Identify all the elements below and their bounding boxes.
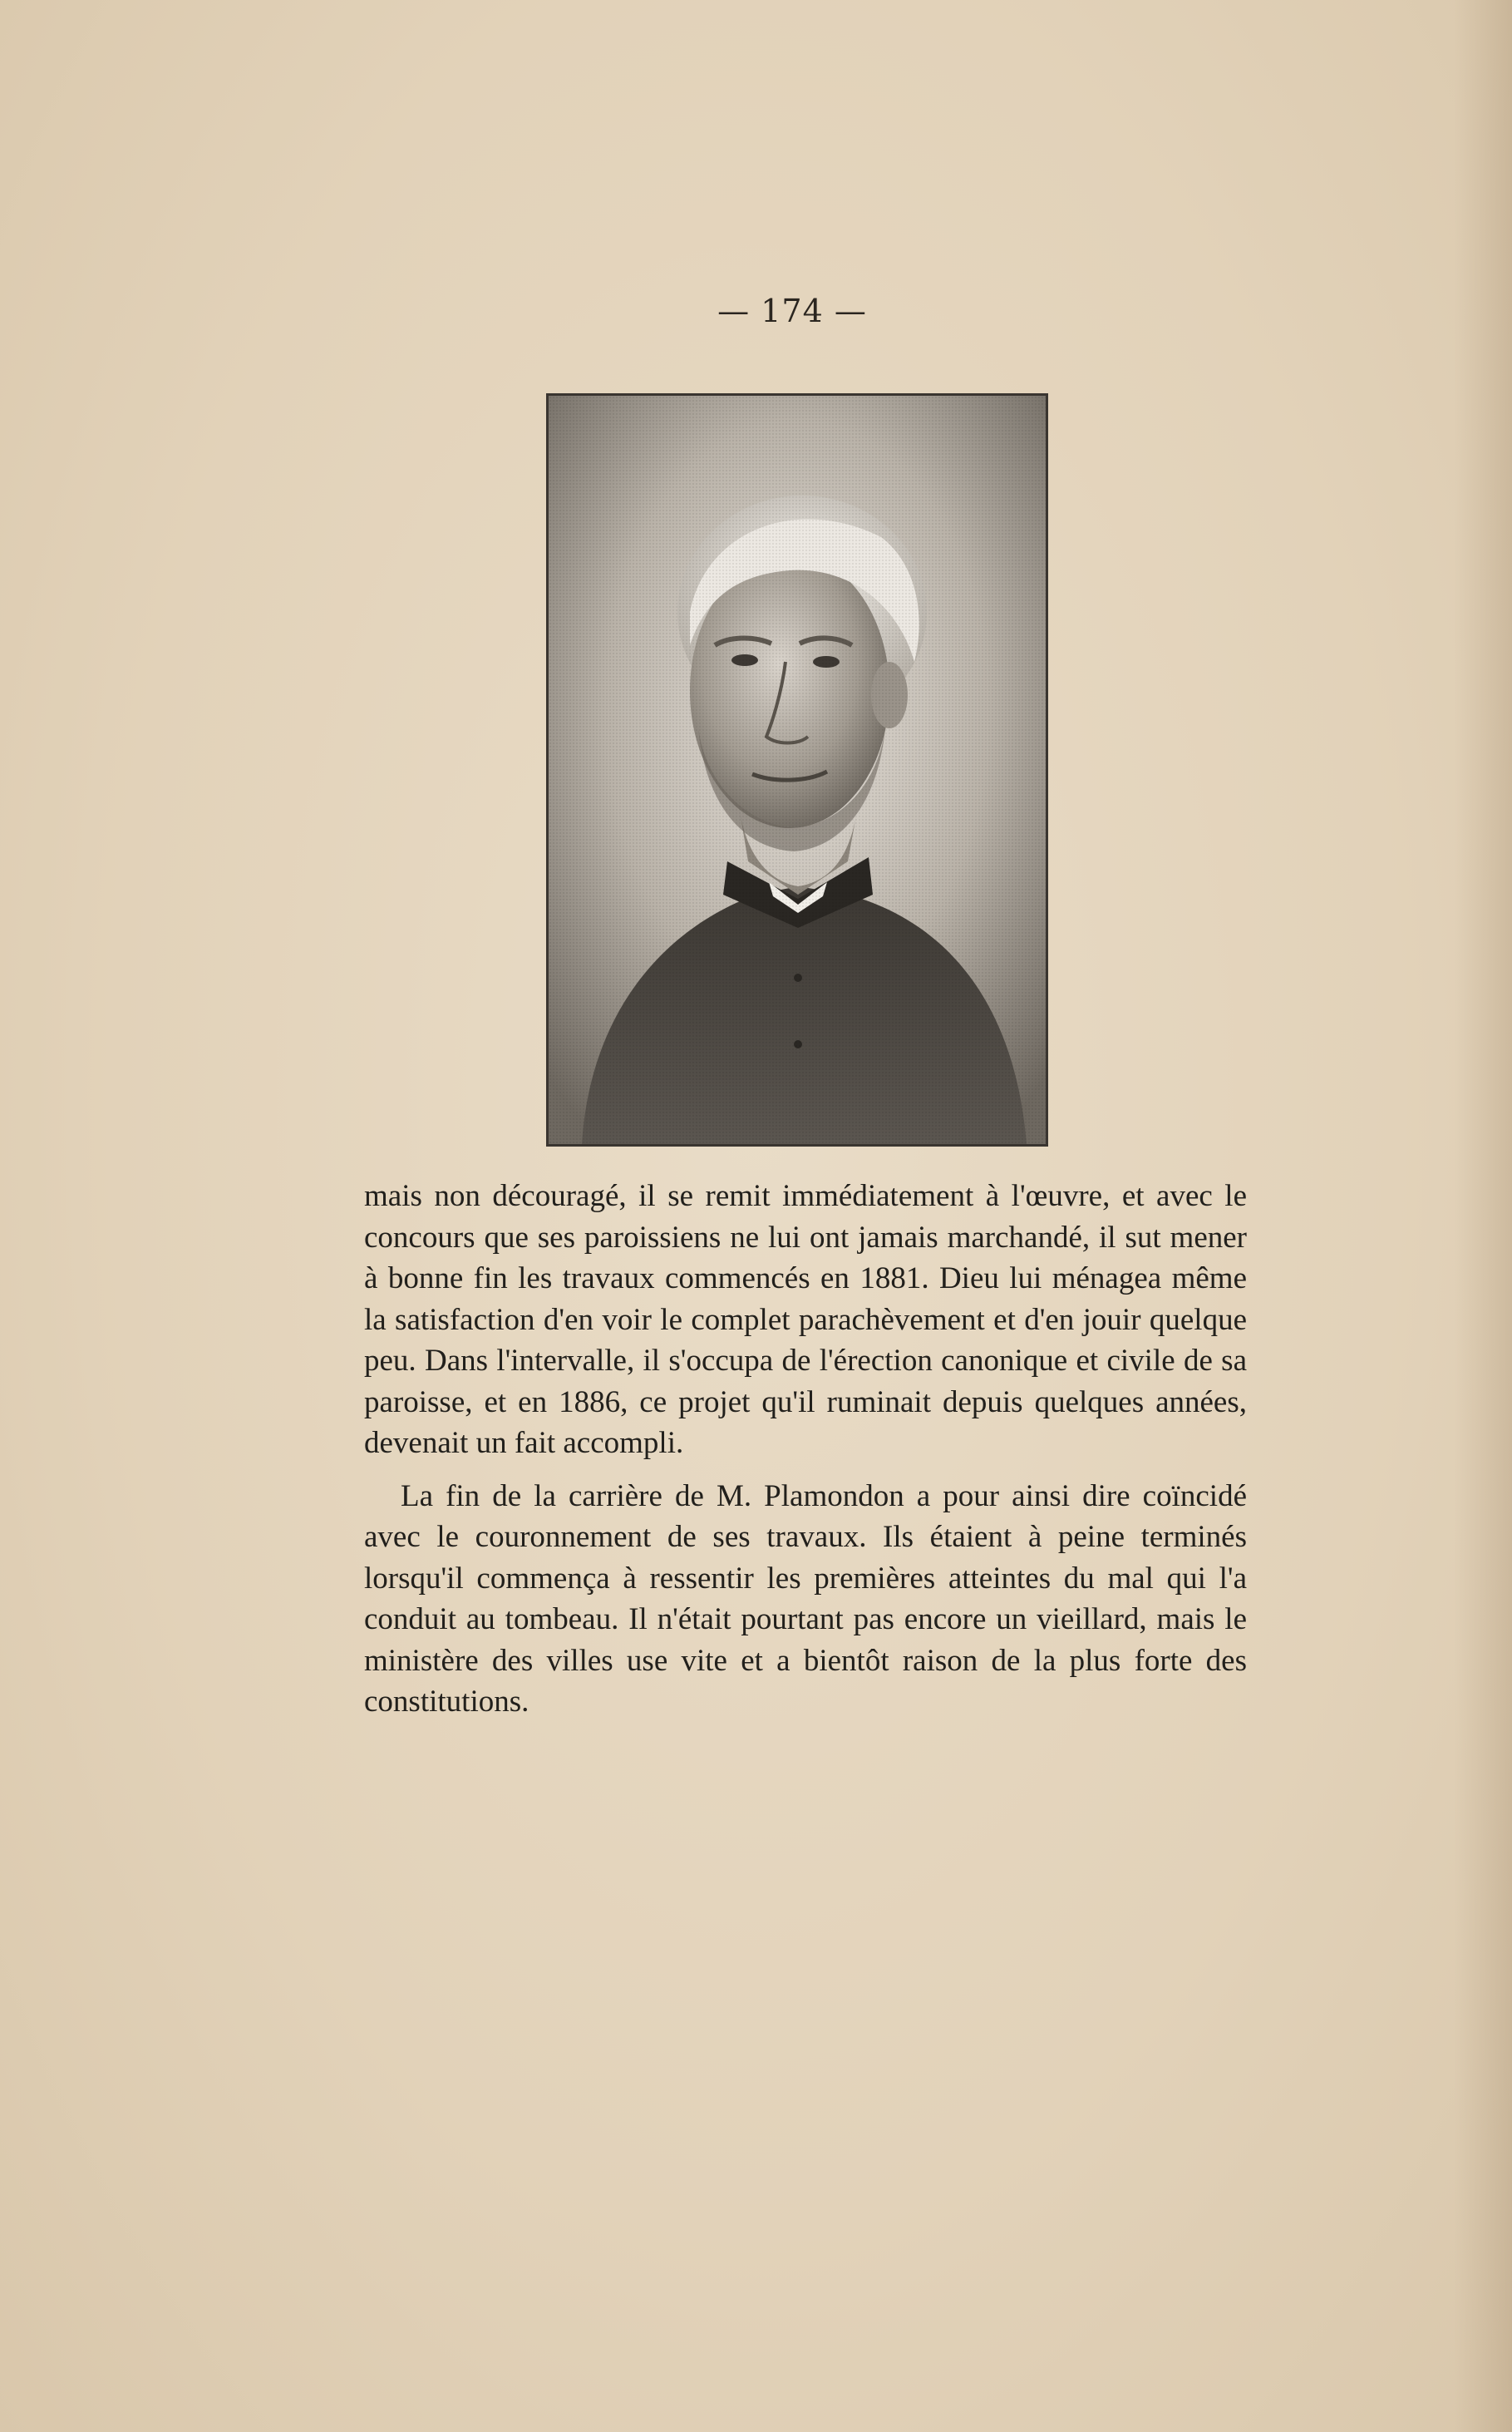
page-edge-shadow bbox=[1454, 0, 1512, 2432]
paragraph: mais non découragé, il se remit immédiatement à l'œuvre, et avec le concours que ses paroissiens ne lui ont jamais marchandé, il sut mener à bonne fin les travaux commencés en 1881. Dieu lui ménagea même la satisfaction d'en voir le complet parachèvement et d'en jouir quelque peu. Dans l'intervalle, il s'occupa de l'érection canonique et civile de sa paroisse, et en 1886, ce projet qu'il ruminait depuis quelques années, devenait un fait accompli. bbox=[364, 1179, 1247, 1460]
clergyman-portrait-icon bbox=[549, 396, 1046, 1144]
paragraph: La fin de la carrière de M. Plamondon a pour ainsi dire coïncidé avec le couronnement de ses travaux. Ils étaient à peine terminés lorsqu'il commença à ressentir les premières atteintes du mal qui l'a conduit au tombeau. Il n'était pourtant pas encore un vieillard, mais le ministère des villes use vite et a bientôt raison de la plus forte des constitutions. bbox=[364, 1478, 1247, 1719]
body-text bbox=[364, 1176, 1247, 1723]
page-number: — 174 — bbox=[717, 293, 867, 329]
portrait-photograph bbox=[546, 393, 1048, 1147]
